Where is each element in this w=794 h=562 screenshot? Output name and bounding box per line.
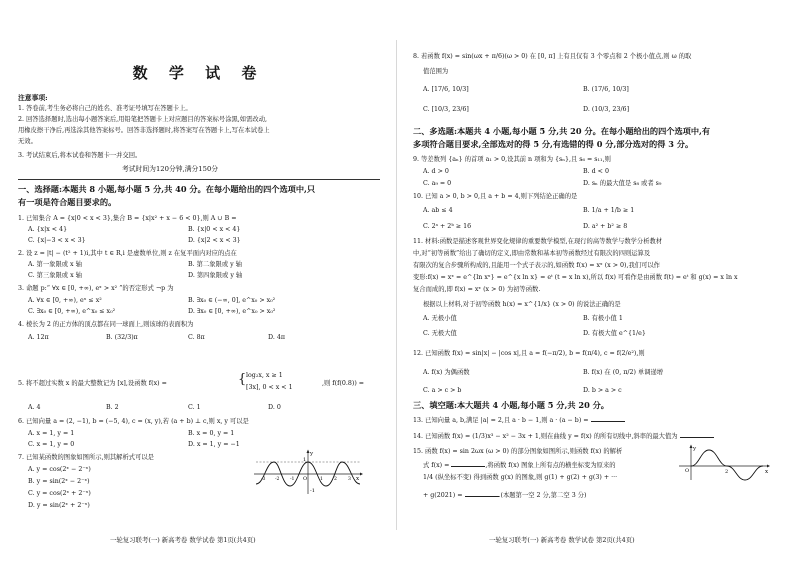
option: C. y = cos(2ˣ + 2⁻ˣ) bbox=[28, 490, 91, 497]
option: C. [10/3, 23/6] bbox=[423, 106, 469, 113]
section-heading: 三、填空题:本大题共 4 小题,每小题 5 分,共 20 分。 bbox=[413, 400, 609, 410]
question-4: 4. 棱长为 2 的正方体的顶点都在同一球面上,则该球的表面积为 bbox=[18, 321, 194, 328]
option: C. ∃x₀ ∈ [0, +∞), e^x₀ ≤ x₀² bbox=[28, 308, 116, 315]
question-13 bbox=[413, 415, 625, 425]
axis-label-x: x bbox=[356, 476, 360, 482]
option: D. y = sin(2ˣ + 2⁻ˣ) bbox=[28, 502, 90, 509]
option: D. (10/3, 23/6] bbox=[583, 106, 630, 113]
section-heading: 一、选择题:本题共 8 小题,每小题 5 分,共 40 分。在每小题给出的四个选项中,只 bbox=[18, 184, 316, 194]
option: B. 第二象限或 y 轴 bbox=[188, 261, 242, 268]
option: D. 4π bbox=[268, 334, 285, 341]
notice-line: 无效。 bbox=[18, 138, 37, 145]
divider-line bbox=[18, 179, 380, 180]
question-11-line: 有限次的复合步骤所构成的,且能用一个式子表示的,如函数 f(x) = xˣ (x > 0),我们可以作 bbox=[413, 262, 660, 269]
question-1: 1. 已知集合 A = {x|0 < x < 3},集合 B = {x|x² + x − 6 < 0},则 A ∪ B = bbox=[18, 215, 237, 222]
question-7: 7. 已知某函数的图象如图所示,则其解析式可以是 bbox=[18, 454, 154, 461]
question-9: 9. 等差数列 {aₙ} 的首项 a₁ > 0,设其前 n 项和为 {sₙ},且 s₆ = s₁₁,则 bbox=[413, 156, 611, 163]
x-axis-arrow bbox=[767, 465, 770, 468]
question-15-line: 1/4 (纵坐标不变) 得到函数 g(x) 的图象,则 g(1) + g(2) + g(3) + ··· bbox=[423, 474, 618, 481]
question-15-text: 式 f(x) = bbox=[423, 462, 450, 469]
answer-blank bbox=[591, 415, 625, 422]
question-14 bbox=[413, 431, 714, 441]
option: A. 12π bbox=[28, 334, 49, 341]
axis-label-y: y bbox=[310, 451, 314, 457]
option: B. (32/3)π bbox=[106, 334, 138, 341]
function-curve bbox=[691, 450, 763, 480]
tick-label: 3 bbox=[348, 477, 351, 482]
notice-line: 3. 考试结束后,将本试卷和答题卡一并交回。 bbox=[18, 152, 142, 159]
axis-label-y: y bbox=[693, 446, 697, 452]
option: B. 2 bbox=[106, 404, 119, 411]
question-10: 10. 已知 a > 0, b > 0,且 a + b = 4,则下列结论正确的是 bbox=[413, 193, 578, 200]
question-15-text: .(本题第一空 2 分,第二空 3 分) bbox=[498, 492, 587, 499]
tick-label: 2 bbox=[725, 469, 729, 475]
question-8-cont: 值范围为 bbox=[423, 68, 449, 75]
option: D. 0 bbox=[268, 404, 281, 411]
option: C. 无极大值 bbox=[423, 330, 457, 337]
question-15-text: ,将函数 f(x) 图象上所有点的横坐标变为原来的 bbox=[485, 462, 616, 469]
option: C. {x|−3 < x < 3} bbox=[28, 237, 86, 244]
question-6: 6. 已知向量 a = (2, −1), b = (−5, 4), c = (x, y),若 (a + b) ⊥ c,则 x, y 可以是 bbox=[18, 418, 249, 425]
option: B. 有极小值 1 bbox=[583, 315, 623, 322]
notice-line: 1. 答卷前,考生务必将自己的姓名、准考证号填写在答题卡上。 bbox=[18, 105, 192, 112]
option: D. a² + b² ≥ 8 bbox=[583, 223, 628, 230]
option: C. 8π bbox=[188, 334, 205, 341]
origin-label: O bbox=[303, 476, 308, 482]
option: C. a₉ = 0 bbox=[423, 180, 452, 187]
question-12: 12. 已知函数 f(x) = sin|x| − |cos x|,且 a = f(−π/2), b = f(π/4), c = f(2/e²),则 bbox=[413, 350, 645, 357]
tick-label: 1 bbox=[320, 477, 323, 482]
option: A. y = cos(2ˣ − 2⁻ˣ) bbox=[28, 466, 91, 473]
option: D. {x|2 < x < 3} bbox=[188, 237, 241, 244]
page-footer: 一轮复习联考(一) 新高考卷 数学试卷 第2页(共4页) bbox=[489, 536, 635, 544]
question-3: 3. 命题 p:“ ∀x ∈ [0, +∞), eˣ > x² ”的否定形式 ¬p 为 bbox=[18, 285, 174, 292]
option: B. x = 0, y = 1 bbox=[188, 430, 235, 437]
option: B. y = sin(2ˣ − 2⁻ˣ) bbox=[28, 478, 90, 485]
question-14-text: 14. 已知函数 f(x) = (1/3)x³ − x² − 3x + 1,则在曲线 y = f(x) 的所有切线中,斜率的最大值为 bbox=[413, 433, 678, 440]
notice-line: 用橡皮擦干净后,再选涂其他答案标号。回答非选择题时,将答案写在答题卡上,写在本试卷上 bbox=[18, 127, 270, 134]
option: A. d > 0 bbox=[423, 168, 449, 175]
question-15-line bbox=[423, 490, 586, 500]
option: A. 无极小值 bbox=[423, 315, 457, 322]
option: B. 1/a + 1/b ≥ 1 bbox=[583, 207, 635, 214]
question-2: 2. 设 z = |t| − (t² + 1)i,其中 t ∈ R,i 是虚数单位,则 z 在复平面内对应的点在 bbox=[18, 250, 237, 257]
piecewise-line: [3x], 0 < x < 1 bbox=[246, 384, 293, 391]
option: B. ∃x₀ ∈ (−∞, 0], e^x₀ > x₀² bbox=[188, 297, 276, 304]
origin-label: O bbox=[685, 468, 690, 474]
exam-time: 考试时间为120分钟,满分150分 bbox=[122, 165, 219, 173]
option: D. 第四象限或 y 轴 bbox=[188, 272, 243, 279]
question-15-line bbox=[423, 460, 616, 470]
option: C. a > c > b bbox=[423, 387, 462, 394]
option: C. 第三象限或 x 轴 bbox=[28, 272, 82, 279]
section-heading: 多项符合题目要求,全部选对的得 5 分,有选错的得 0 分,部分选对的得 3 分。 bbox=[413, 139, 694, 149]
option: A. 第一象限或 x 轴 bbox=[28, 261, 82, 268]
option: A. f(x) 为偶函数 bbox=[423, 369, 470, 376]
option: D. ∃x₀ ∈ [0, +∞), e^x₀ > x₀² bbox=[188, 308, 276, 315]
question-11-line: 复合而成的,即 f(x) = xˣ (x > 0) 为初等函数. bbox=[413, 286, 541, 293]
notice-heading: 注意事项: bbox=[18, 94, 48, 102]
tick-label: -1 bbox=[290, 477, 295, 482]
question-5-tail: ,则 f(f(0.8)) = bbox=[322, 380, 365, 387]
option: C. 1 bbox=[188, 404, 201, 411]
option: B. (17/6, 10/3] bbox=[583, 86, 629, 93]
option: B. f(x) 在 (0, π/2) 单调递增 bbox=[583, 369, 664, 376]
piecewise-line: log₂x, x ≥ 1 bbox=[246, 372, 283, 379]
option: D. b > a > c bbox=[583, 387, 622, 394]
page-footer: 一轮复习联考(一) 新高考卷 数学试卷 第1页(共4页) bbox=[110, 536, 256, 544]
question-15-text: + g(2021) = bbox=[423, 492, 463, 499]
question-11-line: 中,对“初等函数”给出了确切的定义,即由常数和基本初等函数经过有限次的四则运算及 bbox=[413, 250, 651, 257]
option: A. 4 bbox=[28, 404, 41, 411]
option: A. {x|x < 4} bbox=[28, 226, 68, 233]
question-11-line: 变形:f(x) = xˣ = e^{ln xˣ} = e^{x ln x} = eᵗ (t = x ln x),所以 f(x) 可看作是由函数 f(t) = eᵗ 和 g(x) = x ln x bbox=[413, 274, 738, 281]
page-title: 数 学 试 卷 bbox=[132, 64, 265, 82]
notice-line: 2. 回答选择题时,选出每小题答案后,用铅笔把答题卡上对应题目的答案标号涂黑,如需改动, bbox=[18, 116, 268, 123]
tick-label: -3 bbox=[261, 477, 266, 482]
section-heading: 有一项是符合题目要求的。 bbox=[18, 197, 117, 207]
option: D. x = 1, y = −1 bbox=[188, 441, 240, 448]
option: A. [17/6, 10/3] bbox=[423, 86, 469, 93]
tick-label: 1 bbox=[303, 457, 307, 463]
question-13-text: 13. 已知向量 a, b,满足 |a| = 2,且 a · b − 1,则 a · (a − b) = bbox=[413, 417, 589, 424]
option: A. ∀x ∈ [0, +∞), eˣ ≤ x² bbox=[28, 297, 102, 304]
answer-blank bbox=[465, 490, 499, 497]
function-graph-q7 bbox=[252, 448, 364, 496]
function-graph-q15 bbox=[677, 444, 773, 482]
tick-label: 2 bbox=[334, 477, 337, 482]
brace-symbol: { bbox=[238, 372, 247, 387]
question-15: 15. 函数 f(x) = sin 2ωx (ω > 0) 的部分图象如图所示,则函数 f(x) 的解析 bbox=[413, 448, 623, 455]
tick-label: -2 bbox=[275, 477, 280, 482]
option: B. d < 0 bbox=[583, 168, 609, 175]
x-axis-arrow bbox=[360, 473, 363, 476]
option: D. 有极大值 e^{1/e} bbox=[583, 330, 646, 337]
option: A. ab ≤ 4 bbox=[423, 207, 453, 214]
axis-label-x: x bbox=[765, 469, 769, 475]
tick-label: -1 bbox=[310, 488, 315, 494]
question-11: 11. 材料:函数是描述客观世界变化规律的重要数学模型,在现行的高等数学与数学分析教材 bbox=[413, 238, 663, 245]
option: D. sₙ 的最大值是 s₈ 或者 s₉ bbox=[583, 180, 662, 187]
question-5: 5. 将不超过实数 x 的最大整数记为 [x],设函数 f(x) = bbox=[18, 380, 167, 387]
option: B. {x|0 < x < 4} bbox=[188, 226, 241, 233]
option: A. x = 1, y = 1 bbox=[28, 430, 75, 437]
option: C. x = 1, y = 0 bbox=[28, 441, 75, 448]
question-11-line: 根据以上材料,对于初等函数 h(x) = x^{1/x} (x > 0) 的说法正确的是 bbox=[423, 301, 621, 308]
section-heading: 二、多选题:本题共 4 小题,每小题 5 分,共 20 分。在每小题给出的四个选项中,有 bbox=[413, 126, 711, 136]
right-page bbox=[397, 0, 794, 562]
answer-blank bbox=[451, 460, 485, 467]
question-8: 8. 若函数 f(x) = sin(ωx + π/6)(ω > 0) 在 [0, π] 上有且仅有 3 个零点和 2 个极小值点,则 ω 的取 bbox=[413, 53, 692, 60]
answer-blank bbox=[680, 431, 714, 438]
option: C. 2ᵃ + 2ᵇ ≥ 16 bbox=[423, 223, 472, 230]
